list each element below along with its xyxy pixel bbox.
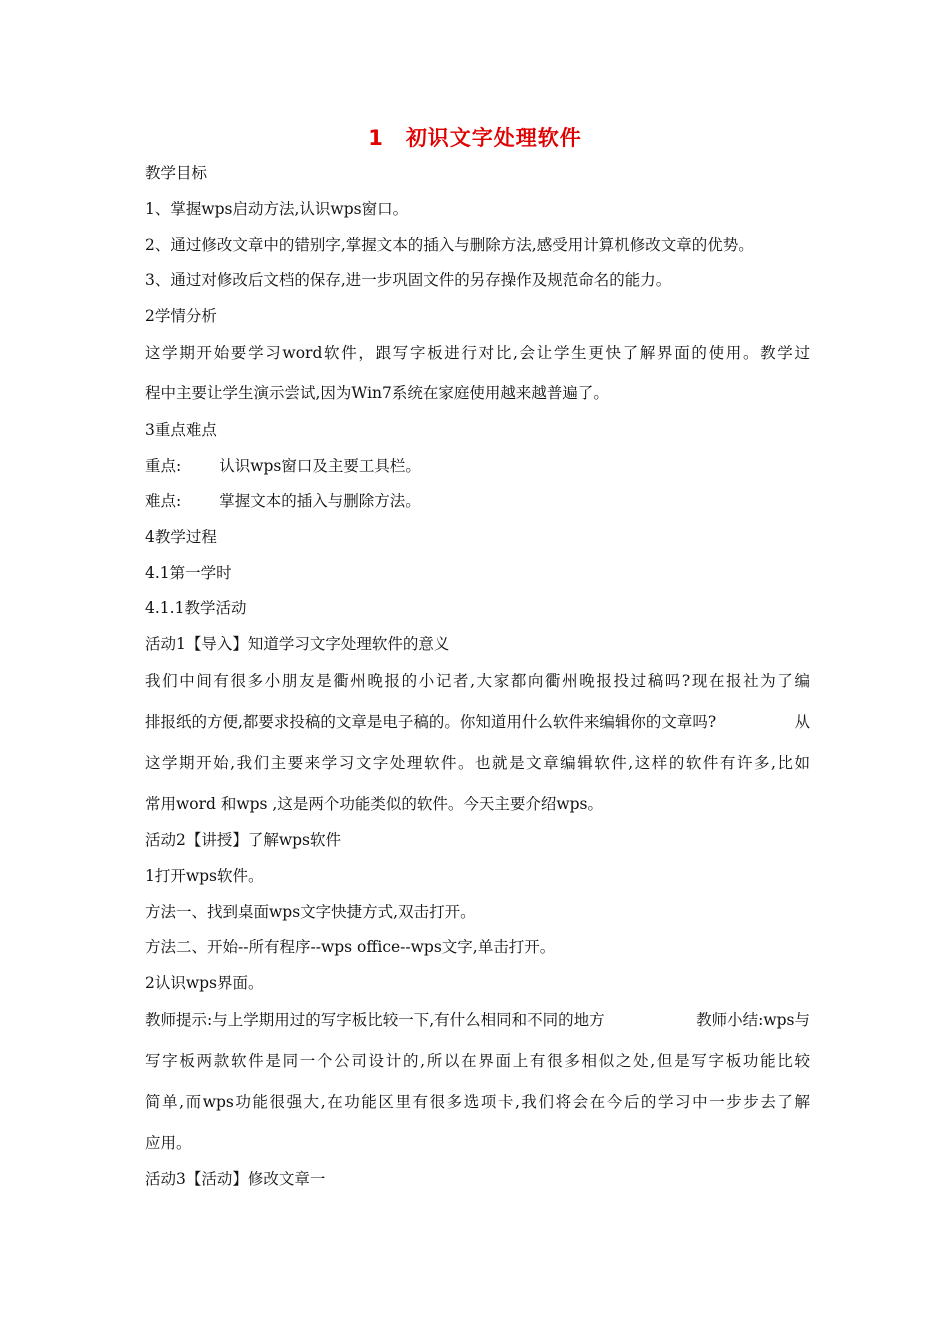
goal-item-1: 1、掌握wps启动方法,认识wps窗口。 — [145, 200, 409, 218]
title-text: 初识文字处理软件 — [405, 126, 582, 150]
document-title — [0, 122, 950, 152]
step-heading: 2认识wps界面。 — [145, 974, 264, 992]
goal-item-2: 2、通过修改文章中的错别字,掌握文本的插入与删除方法,感受用计算机修改文章的优势。 — [145, 236, 754, 254]
difficulty-row — [145, 491, 810, 511]
step-heading: 1打开wps软件。 — [145, 867, 264, 885]
paragraph-line: 这学期开始,我们主要来学习文字处理软件。也就是文章编辑软件,这样的软件有许多,比如 — [145, 754, 810, 772]
paragraph-segment: 从 — [794, 713, 810, 731]
paragraph-line: 应用。 — [145, 1134, 192, 1152]
activity-2-title: 活动2【讲授】了解wps软件 — [145, 831, 342, 849]
activity-1-title: 活动1【导入】知道学习文字处理软件的意义 — [145, 635, 450, 653]
section-heading-key: 3重点难点 — [145, 421, 217, 439]
paragraph-line — [145, 1010, 810, 1030]
section-heading-goals: 教学目标 — [145, 164, 208, 182]
paragraph-segment: 教师提示:与上学期用过的写字板比较一下,有什么相同和不同的地方 — [145, 1011, 605, 1029]
activity-3-title: 活动3【活动】修改文章一 — [145, 1170, 326, 1188]
key-point-row — [145, 456, 810, 476]
paragraph-line: 写字板两款软件是同一个公司设计的,所以在界面上有很多相似之处,但是写字板功能比较 — [145, 1052, 810, 1070]
difficulty-label: 难点: — [145, 492, 182, 510]
method-item: 方法一、找到桌面wps文字快捷方式,双击打开。 — [145, 903, 476, 921]
key-point-label: 重点: — [145, 457, 182, 475]
paragraph-line: 这学期开始要学习word软件，跟写字板进行对比,会让学生更快了解界面的使用。教学过 — [145, 344, 810, 362]
paragraph-line: 简单,而wps功能很强大,在功能区里有很多选项卡,我们将会在今后的学习中一步步去了解 — [145, 1093, 810, 1111]
paragraph-line: 我们中间有很多小朋友是衢州晚报的小记者,大家都向衢州晚报投过稿吗?现在报社为了编 — [145, 672, 810, 690]
paragraph-line: 程中主要让学生演示尝试,因为Win7系统在家庭使用越来越普遍了。 — [145, 384, 609, 402]
difficulty-text: 掌握文本的插入与删除方法。 — [219, 492, 421, 510]
goal-item-3: 3、通过对修改后文档的保存,进一步巩固文件的另存操作及规范命名的能力。 — [145, 271, 672, 289]
paragraph-segment: 排报纸的方便,都要求投稿的文章是电子稿的。你知道用什么软件来编辑你的文章吗? — [145, 713, 717, 731]
method-item: 方法二、开始--所有程序--wps office--wps文字,单击打开。 — [145, 938, 556, 956]
section-heading-analysis: 2学情分析 — [145, 307, 217, 325]
paragraph-line — [145, 712, 810, 732]
paragraph-line: 常用word 和wps ,这是两个功能类似的软件。今天主要介绍wps。 — [145, 795, 604, 813]
title-number: 1 — [368, 126, 384, 150]
subsection-heading: 4.1第一学时 — [145, 564, 232, 582]
subsection-heading: 4.1.1教学活动 — [145, 599, 247, 617]
section-heading-process: 4教学过程 — [145, 528, 217, 546]
key-point-text: 认识wps窗口及主要工具栏。 — [219, 457, 421, 475]
paragraph-segment: 教师小结:wps与 — [696, 1011, 810, 1029]
